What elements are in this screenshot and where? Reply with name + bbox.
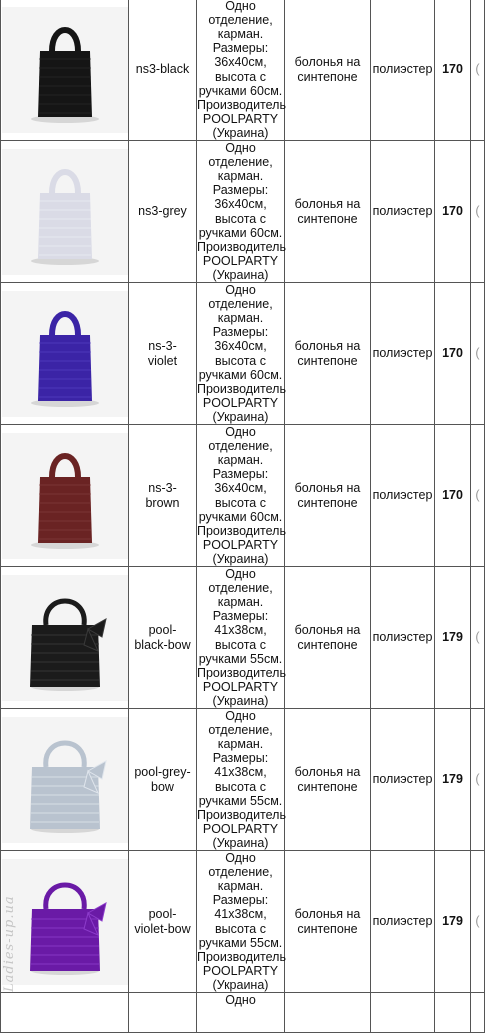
bag-thumbnail[interactable]	[2, 291, 128, 417]
description-cell	[197, 709, 285, 851]
text-line: отделение,	[208, 155, 273, 170]
text-line: отделение,	[208, 297, 273, 312]
text-line: ручками 60см.	[198, 509, 283, 524]
text-line: 41х38см,	[214, 623, 267, 638]
material-cell	[285, 141, 371, 283]
product-image-cell[interactable]	[1, 141, 129, 283]
bag-body	[38, 335, 92, 401]
text-line: синтепоне	[297, 779, 358, 794]
text-line: отделение,	[208, 581, 273, 596]
text-line: синтепоне	[297, 353, 358, 368]
text-line: отделение,	[208, 439, 273, 454]
text-line: высота с	[215, 353, 266, 368]
extra-cell: (	[471, 283, 485, 425]
text-line: карман.	[217, 595, 264, 610]
text-line: (Украина)	[212, 693, 269, 708]
text-line: ручками 60см.	[198, 367, 283, 382]
extra-cell: (	[471, 141, 485, 283]
text-line: pool-grey-	[134, 765, 191, 780]
text-line: Размеры:	[212, 751, 269, 766]
price-cell: 170	[435, 425, 471, 567]
extra-cell: (	[471, 851, 485, 993]
text-line: (Украина)	[212, 551, 269, 566]
text-line: ручками 55см.	[198, 651, 283, 666]
text-line: violet-bow	[134, 921, 191, 936]
text-line: Размеры:	[212, 893, 269, 908]
lining-cell: полиэстер	[371, 141, 435, 283]
text-line: Производитель	[197, 807, 286, 822]
description-cell	[197, 851, 285, 993]
text-line: violet	[147, 353, 178, 368]
partial-cell	[371, 993, 435, 1033]
text-line: высота с	[215, 69, 266, 84]
bag-thumbnail[interactable]	[2, 717, 128, 843]
lining-cell: полиэстер	[371, 709, 435, 851]
text-line: 36х40см,	[214, 197, 267, 212]
material-cell	[285, 283, 371, 425]
price-cell: 170	[435, 0, 471, 141]
text-line: Размеры:	[212, 609, 269, 624]
text-line: ns-3-	[148, 339, 177, 354]
text-line: Одно	[225, 709, 256, 724]
text-line: болонья на	[294, 339, 361, 354]
sku-cell: ns3-grey	[129, 141, 197, 283]
text-line: Производитель	[197, 949, 286, 964]
text-line: ns-3-	[148, 481, 177, 496]
price-cell: 179	[435, 851, 471, 993]
table-row	[1, 141, 485, 283]
text-line: (Украина)	[212, 835, 269, 850]
table-row	[1, 709, 485, 851]
text-line: карман.	[217, 453, 264, 468]
text-line: высота с	[215, 779, 266, 794]
text-line: pool-	[148, 623, 177, 638]
description-cell	[197, 283, 285, 425]
partial-cell	[1, 993, 129, 1033]
material-cell	[285, 425, 371, 567]
product-image-cell[interactable]	[1, 0, 129, 141]
table-row	[1, 851, 485, 993]
text-line: black-bow	[134, 637, 191, 652]
text-line: синтепоне	[297, 211, 358, 226]
text-line: синтепоне	[297, 69, 358, 84]
sku-cell	[129, 851, 197, 993]
partial-cell	[471, 993, 485, 1033]
table-row	[1, 425, 485, 567]
text-line: отделение,	[208, 13, 273, 28]
text-line: отделение,	[208, 723, 273, 738]
product-rows	[1, 0, 485, 1033]
sku-cell	[129, 283, 197, 425]
price-cell: 170	[435, 141, 471, 283]
text-line: карман.	[217, 169, 264, 184]
material-cell	[285, 567, 371, 709]
sku-cell	[129, 425, 197, 567]
text-line: болонья на	[294, 765, 361, 780]
sku-cell: ns3-black	[129, 0, 197, 141]
bag-thumbnail[interactable]	[2, 575, 128, 701]
text-line: Производитель	[197, 523, 286, 538]
sku-cell	[129, 709, 197, 851]
text-line: карман.	[217, 879, 264, 894]
text-line: Размеры:	[212, 467, 269, 482]
text-line: высота с	[215, 495, 266, 510]
text-line: (Украина)	[212, 977, 269, 992]
text-line: Размеры:	[212, 325, 269, 340]
text-line: Размеры:	[212, 41, 269, 56]
extra-cell: (	[471, 425, 485, 567]
partial-cell	[129, 993, 197, 1033]
bag-body	[38, 193, 92, 259]
text-line: (Украина)	[212, 409, 269, 424]
sku-cell	[129, 567, 197, 709]
text-line: Одно	[225, 141, 256, 156]
text-line: ручками 55см.	[198, 935, 283, 950]
partial-cell	[285, 993, 371, 1033]
price-cell: 179	[435, 709, 471, 851]
text-line: синтепоне	[297, 495, 358, 510]
description-cell	[197, 141, 285, 283]
material-cell	[285, 0, 371, 141]
bag-thumbnail[interactable]	[2, 433, 128, 559]
extra-cell: (	[471, 0, 485, 141]
text-line: 36х40см,	[214, 481, 267, 496]
table-row-partial	[1, 993, 485, 1033]
text-line: болонья на	[294, 623, 361, 638]
bag-body	[38, 51, 92, 117]
description-cell	[197, 567, 285, 709]
table-row	[1, 567, 485, 709]
text-line: (Украина)	[212, 267, 269, 282]
table-row	[1, 283, 485, 425]
text-line: болонья на	[294, 55, 361, 70]
text-line: 41х38см,	[214, 765, 267, 780]
description-cell	[197, 425, 285, 567]
lining-cell: полиэстер	[371, 283, 435, 425]
text-line: POOLPARTY	[202, 679, 279, 694]
text-line: высота с	[215, 921, 266, 936]
product-image-cell[interactable]	[1, 567, 129, 709]
text-line: Одно	[225, 283, 256, 298]
text-line: синтепоне	[297, 637, 358, 652]
partial-cell: Одно	[197, 993, 285, 1033]
text-line: 36х40см,	[214, 55, 267, 70]
text-line: ручками 55см.	[198, 793, 283, 808]
table-row	[1, 0, 485, 141]
text-line: ручками 60см.	[198, 83, 283, 98]
text-line: pool-	[148, 907, 177, 922]
text-line: Одно	[225, 425, 256, 440]
text-line: POOLPARTY	[202, 253, 279, 268]
bag-body	[38, 477, 92, 543]
lining-cell: полиэстер	[371, 851, 435, 993]
text-line: Производитель	[197, 239, 286, 254]
bag-thumbnail[interactable]	[2, 149, 128, 275]
watermark: Ladies-up.ua	[2, 895, 17, 992]
text-line: 36х40см,	[214, 339, 267, 354]
text-line: высота с	[215, 211, 266, 226]
text-line: 41х38см,	[214, 907, 267, 922]
text-line: отделение,	[208, 865, 273, 880]
text-line: болонья на	[294, 197, 361, 212]
text-line: карман.	[217, 737, 264, 752]
text-line: Одно	[225, 0, 256, 14]
product-image-cell[interactable]	[1, 425, 129, 567]
text-line: Производитель	[197, 97, 286, 112]
price-cell: 179	[435, 567, 471, 709]
description-cell	[197, 0, 285, 141]
text-line: карман.	[217, 27, 264, 42]
text-line: (Украина)	[212, 125, 269, 140]
partial-cell	[435, 993, 471, 1033]
lining-cell: полиэстер	[371, 0, 435, 141]
price-cell: 170	[435, 283, 471, 425]
text-line: высота с	[215, 637, 266, 652]
text-line: POOLPARTY	[202, 395, 279, 410]
text-line: brown	[145, 495, 180, 510]
product-image-cell[interactable]	[1, 709, 129, 851]
text-line: Производитель	[197, 381, 286, 396]
text-line: ручками 60см.	[198, 225, 283, 240]
text-line: болонья на	[294, 481, 361, 496]
text-line: bow	[151, 779, 174, 794]
text-line: POOLPARTY	[202, 963, 279, 978]
lining-cell: полиэстер	[371, 567, 435, 709]
extra-cell: (	[471, 709, 485, 851]
text-line: карман.	[217, 311, 264, 326]
text-line: Размеры:	[212, 183, 269, 198]
text-line: POOLPARTY	[202, 111, 279, 126]
lining-cell: полиэстер	[371, 425, 435, 567]
text-line: болонья на	[294, 907, 361, 922]
product-image-cell[interactable]	[1, 283, 129, 425]
text-line: POOLPARTY	[202, 821, 279, 836]
text-line: POOLPARTY	[202, 537, 279, 552]
bag-thumbnail[interactable]	[2, 7, 128, 133]
text-line: Одно	[225, 567, 256, 582]
extra-cell: (	[471, 567, 485, 709]
text-line: синтепоне	[297, 921, 358, 936]
text-line: Одно	[225, 851, 256, 866]
material-cell	[285, 851, 371, 993]
material-cell	[285, 709, 371, 851]
text-line: Производитель	[197, 665, 286, 680]
